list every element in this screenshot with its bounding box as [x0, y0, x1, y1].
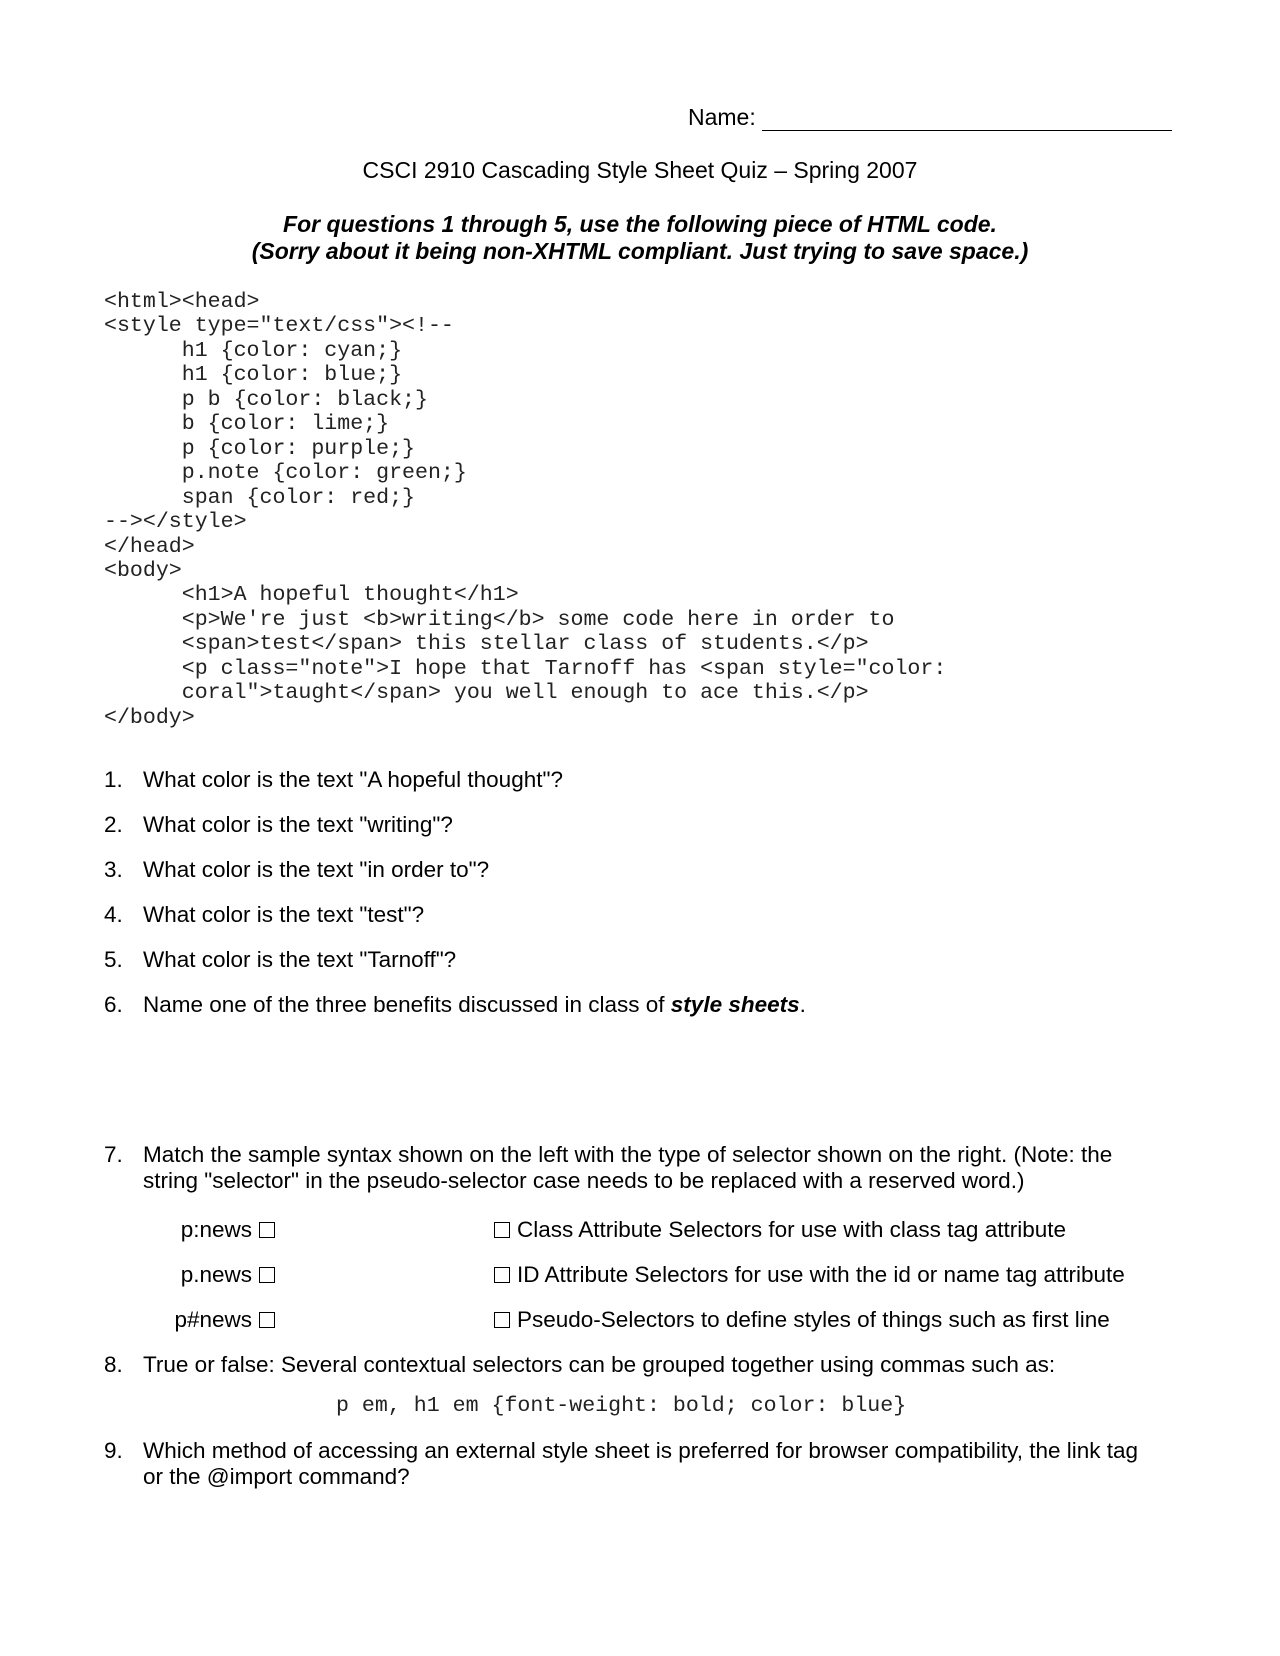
- code-line: </head>: [104, 534, 195, 559]
- code-line: <p class="note">I hope that Tarnoff has <span style="color:: [104, 656, 947, 681]
- code-line: b {color: lime;}: [104, 412, 390, 437]
- question-number: 2.: [104, 812, 123, 837]
- name-field: [688, 104, 1172, 131]
- code-line: coral">taught</span> you well enough to ace this.</p>: [104, 681, 869, 706]
- question-number: 4.: [104, 902, 123, 927]
- instructions: [0, 211, 1280, 265]
- checkbox-icon[interactable]: [494, 1312, 510, 1328]
- question-text: [143, 992, 1184, 1018]
- instructions-line-1: For questions 1 through 5, use the following piece of HTML code.: [283, 211, 997, 237]
- code-line: <h1>A hopeful thought</h1>: [104, 583, 519, 608]
- q8-code-example: p em, h1 em {font-weight: bold; color: blue}: [336, 1394, 907, 1418]
- question-number: 5.: [104, 947, 123, 972]
- question-text-line-1: Match the sample syntax shown on the left with the type of selector shown on the right. (Note: the: [143, 1142, 1113, 1167]
- match-right-label: Class Attribute Selectors for use with class tag attribute: [517, 1217, 1066, 1242]
- code-line: p.note {color: green;}: [104, 461, 467, 486]
- question-text-line-2: string "selector" in the pseudo-selector case needs to be replaced with a reserved word.): [143, 1168, 1025, 1193]
- match-left-label: p#news: [174, 1307, 252, 1332]
- code-line: p {color: purple;}: [104, 436, 416, 461]
- code-line: span {color: red;}: [104, 485, 416, 510]
- code-line: <style type="text/css"><!--: [104, 314, 454, 339]
- code-line: <body>: [104, 558, 182, 583]
- code-line: <p>We're just <b>writing</b> some code here in order to: [104, 607, 895, 632]
- name-blank-line: [762, 108, 1172, 131]
- question-text: What color is the text "writing"?: [143, 812, 453, 837]
- question-3: [104, 857, 1184, 883]
- match-right-label: Pseudo-Selectors to define styles of things such as first line: [517, 1307, 1110, 1332]
- code-line: --></style>: [104, 510, 247, 535]
- question-suffix: .: [799, 992, 806, 1017]
- code-line: h1 {color: blue;}: [104, 363, 403, 388]
- match-left-item: [105, 1217, 275, 1243]
- code-line: p b {color: black;}: [104, 387, 428, 412]
- match-left-item: [105, 1262, 275, 1288]
- question-text: What color is the text "test"?: [143, 902, 425, 927]
- question-9: [104, 1438, 1184, 1490]
- question-1: [104, 767, 1184, 793]
- code-line: h1 {color: cyan;}: [104, 338, 403, 363]
- question-5: [104, 947, 1184, 973]
- instructions-line-2: (Sorry about it being non-XHTML compliant. Just trying to save space.): [251, 238, 1029, 264]
- question-emphasis: style sheets: [670, 992, 800, 1017]
- question-text-line-1: Which method of accessing an external style sheet is preferred for browser compatibility, the link tag: [143, 1438, 1139, 1463]
- match-right-label: ID Attribute Selectors for use with the id or name tag attribute: [517, 1262, 1125, 1287]
- checkbox-icon[interactable]: [259, 1222, 275, 1238]
- code-line: <span>test</span> this stellar class of students.</p>: [104, 632, 869, 657]
- match-right-item: [494, 1307, 1110, 1333]
- question-text: What color is the text "A hopeful thought"?: [143, 767, 563, 792]
- match-right-item: [494, 1217, 1066, 1243]
- question-number: 9.: [104, 1438, 123, 1463]
- question-number: 3.: [104, 857, 123, 882]
- question-6: [104, 992, 1184, 1018]
- match-left-label: p.news: [180, 1262, 252, 1287]
- quiz-title: CSCI 2910 Cascading Style Sheet Quiz – Spring 2007: [362, 157, 918, 183]
- code-line: <html><head>: [104, 290, 260, 314]
- name-label: Name:: [688, 104, 756, 130]
- checkbox-icon[interactable]: [259, 1312, 275, 1328]
- question-4: [104, 902, 1184, 928]
- question-text: What color is the text "in order to"?: [143, 857, 490, 882]
- match-left-label: p:news: [180, 1217, 252, 1242]
- question-number: 1.: [104, 767, 123, 792]
- question-number: 8.: [104, 1352, 123, 1377]
- question-text: True or false: Several contextual selectors can be grouped together using commas such as:: [143, 1352, 1056, 1377]
- question-number: 7.: [104, 1142, 123, 1167]
- checkbox-icon[interactable]: [259, 1267, 275, 1283]
- checkbox-icon[interactable]: [494, 1267, 510, 1283]
- question-text-main: Name one of the three benefits discussed in class of: [143, 992, 671, 1017]
- html-code-block: [104, 290, 946, 730]
- question-text: What color is the text "Tarnoff"?: [143, 947, 457, 972]
- question-text-line-2: or the @import command?: [143, 1464, 410, 1489]
- question-8: [104, 1352, 1184, 1378]
- match-left-item: [105, 1307, 275, 1333]
- question-number: 6.: [104, 992, 123, 1017]
- code-line: </body>: [104, 705, 195, 730]
- question-7: [104, 1142, 1184, 1194]
- checkbox-icon[interactable]: [494, 1222, 510, 1238]
- match-right-item: [494, 1262, 1125, 1288]
- question-2: [104, 812, 1184, 838]
